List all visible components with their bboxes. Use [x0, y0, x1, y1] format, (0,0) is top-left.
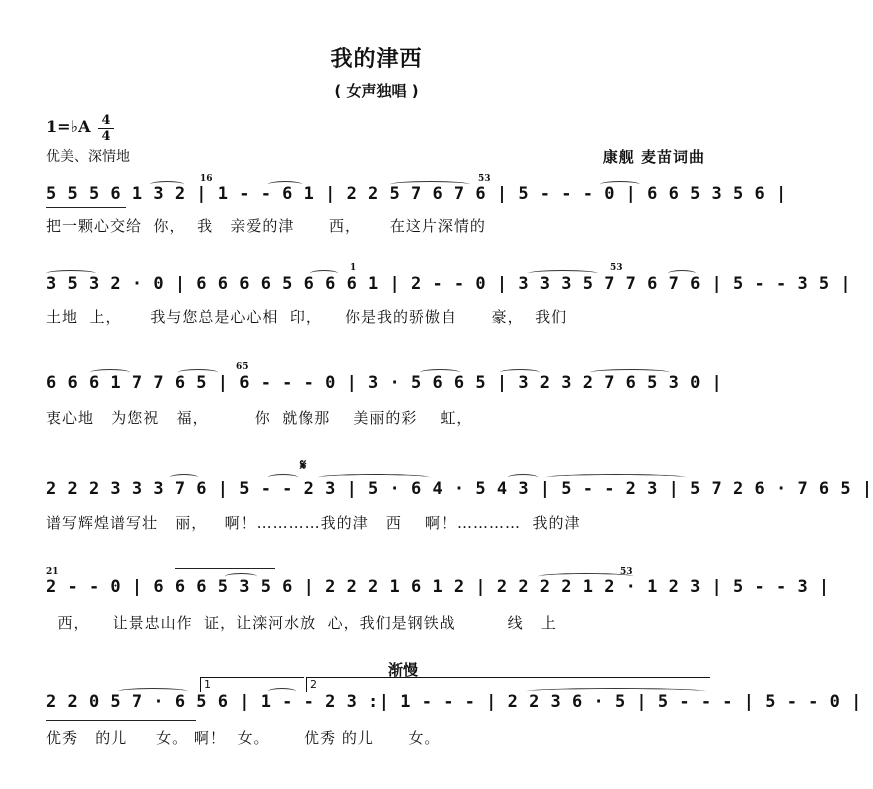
slur	[420, 369, 460, 376]
slur	[118, 688, 188, 695]
page-title: 我的津西	[330, 47, 423, 72]
volta-first-ending: 1	[200, 677, 304, 692]
measure-mark: 53	[620, 567, 633, 577]
composer-credit: 康舰 麦苗词曲	[602, 148, 705, 166]
subtitle: ( 女声独唱 )	[334, 82, 419, 100]
notation-row-5: 2 - - 0 | 6 6 6 5 3 5 6 | 2 2 2 1 6 1 2 | 2 2 2 2 1 2 · 1 2 3 | 5 - - 3 |	[46, 577, 830, 597]
measure-mark: 1	[350, 263, 357, 273]
slur	[668, 270, 696, 277]
tempo-change: 渐慢	[388, 661, 419, 679]
notation-row-2: 3 5 3 2 · 0 | 6 6 6 6 5 6 6 6 1 | 2 - - 0 | 3 3 3 5 7 7 6 7 6 | 5 - - 3 5 |	[46, 274, 852, 294]
slur	[90, 369, 130, 376]
slur	[268, 474, 298, 481]
notation-row-6: 2 2 0 5 7 · 6 5 6 | 1 - - 2 3 :| 1 - - - | 2 2 3 6 · 5 | 5 - - - | 5 - - 0 |	[46, 692, 862, 712]
meter-bottom: 4	[101, 129, 111, 144]
slur	[46, 270, 96, 277]
lyrics-row-5: 西， 让景忠山作 证，让滦河水放 心，我们是钢铁战 线 上	[46, 614, 557, 632]
beam-line	[46, 720, 196, 721]
slur	[546, 474, 686, 481]
beam-line	[175, 568, 275, 569]
time-signature	[98, 114, 114, 143]
slur	[268, 181, 302, 188]
measure-mark: 53	[478, 174, 491, 184]
slur	[150, 181, 184, 188]
measure-mark: 53	[610, 263, 623, 273]
slur	[390, 181, 470, 188]
notation-row-3: 6 6 6 1 7 7 6 5 | 6 - - - 0 | 3 · 5 6 6 5 | 3 2 3 2 7 6 5 3 0 |	[46, 373, 723, 393]
lyrics-row-2: 土地 上， 我与您总是心心相 印， 你是我的骄傲自 豪， 我们	[46, 308, 568, 326]
lyrics-row-4: 谱写辉煌谱写壮 丽， 啊！…………我的津 西 啊！………… 我的津	[46, 514, 581, 532]
slur	[178, 369, 218, 376]
slur	[528, 270, 598, 277]
slur	[500, 369, 540, 376]
lyrics-row-3: 衷心地 为您祝 福， 你 就像那 美丽的彩 虹，	[46, 409, 473, 427]
key-signature: 1=♭A	[46, 117, 91, 136]
slur	[318, 474, 430, 481]
volta-second-ending: 2	[306, 677, 710, 692]
beam-line	[46, 207, 126, 208]
meter-top: 4	[101, 113, 111, 128]
notation-row-1: 5 5 5 6 1 3 2 | 1 - - 6 1 | 2 2 5 7 6 7 6 | 5 - - - 0 | 6 6 5 3 5 6 |	[46, 184, 787, 204]
measure-mark: 16	[200, 174, 213, 184]
lyrics-row-1: 把一颗心交给 你， 我 亲爱的津 西， 在这片深情的	[46, 217, 486, 235]
slur	[508, 474, 538, 481]
slur	[310, 270, 338, 277]
slur	[170, 474, 198, 481]
measure-mark: 21	[46, 567, 59, 577]
slur	[225, 573, 257, 580]
lyrics-row-6: 优秀 的儿 女。 啊！ 女。 优秀 的儿 女。	[46, 729, 441, 747]
notation-row-4: 2 2 2 3 3 3 7 6 | 5 - - 2 3 | 5 · 6 4 · 5 4 3 | 5 - - 2 3 | 5 7 2 6 · 7 6 5 |	[46, 479, 873, 499]
segno-sign: 𝄋	[300, 456, 307, 474]
tempo-marking: 优美、深情地	[46, 149, 130, 165]
slur	[590, 369, 670, 376]
slur	[600, 181, 640, 188]
measure-mark: 65	[236, 362, 249, 372]
